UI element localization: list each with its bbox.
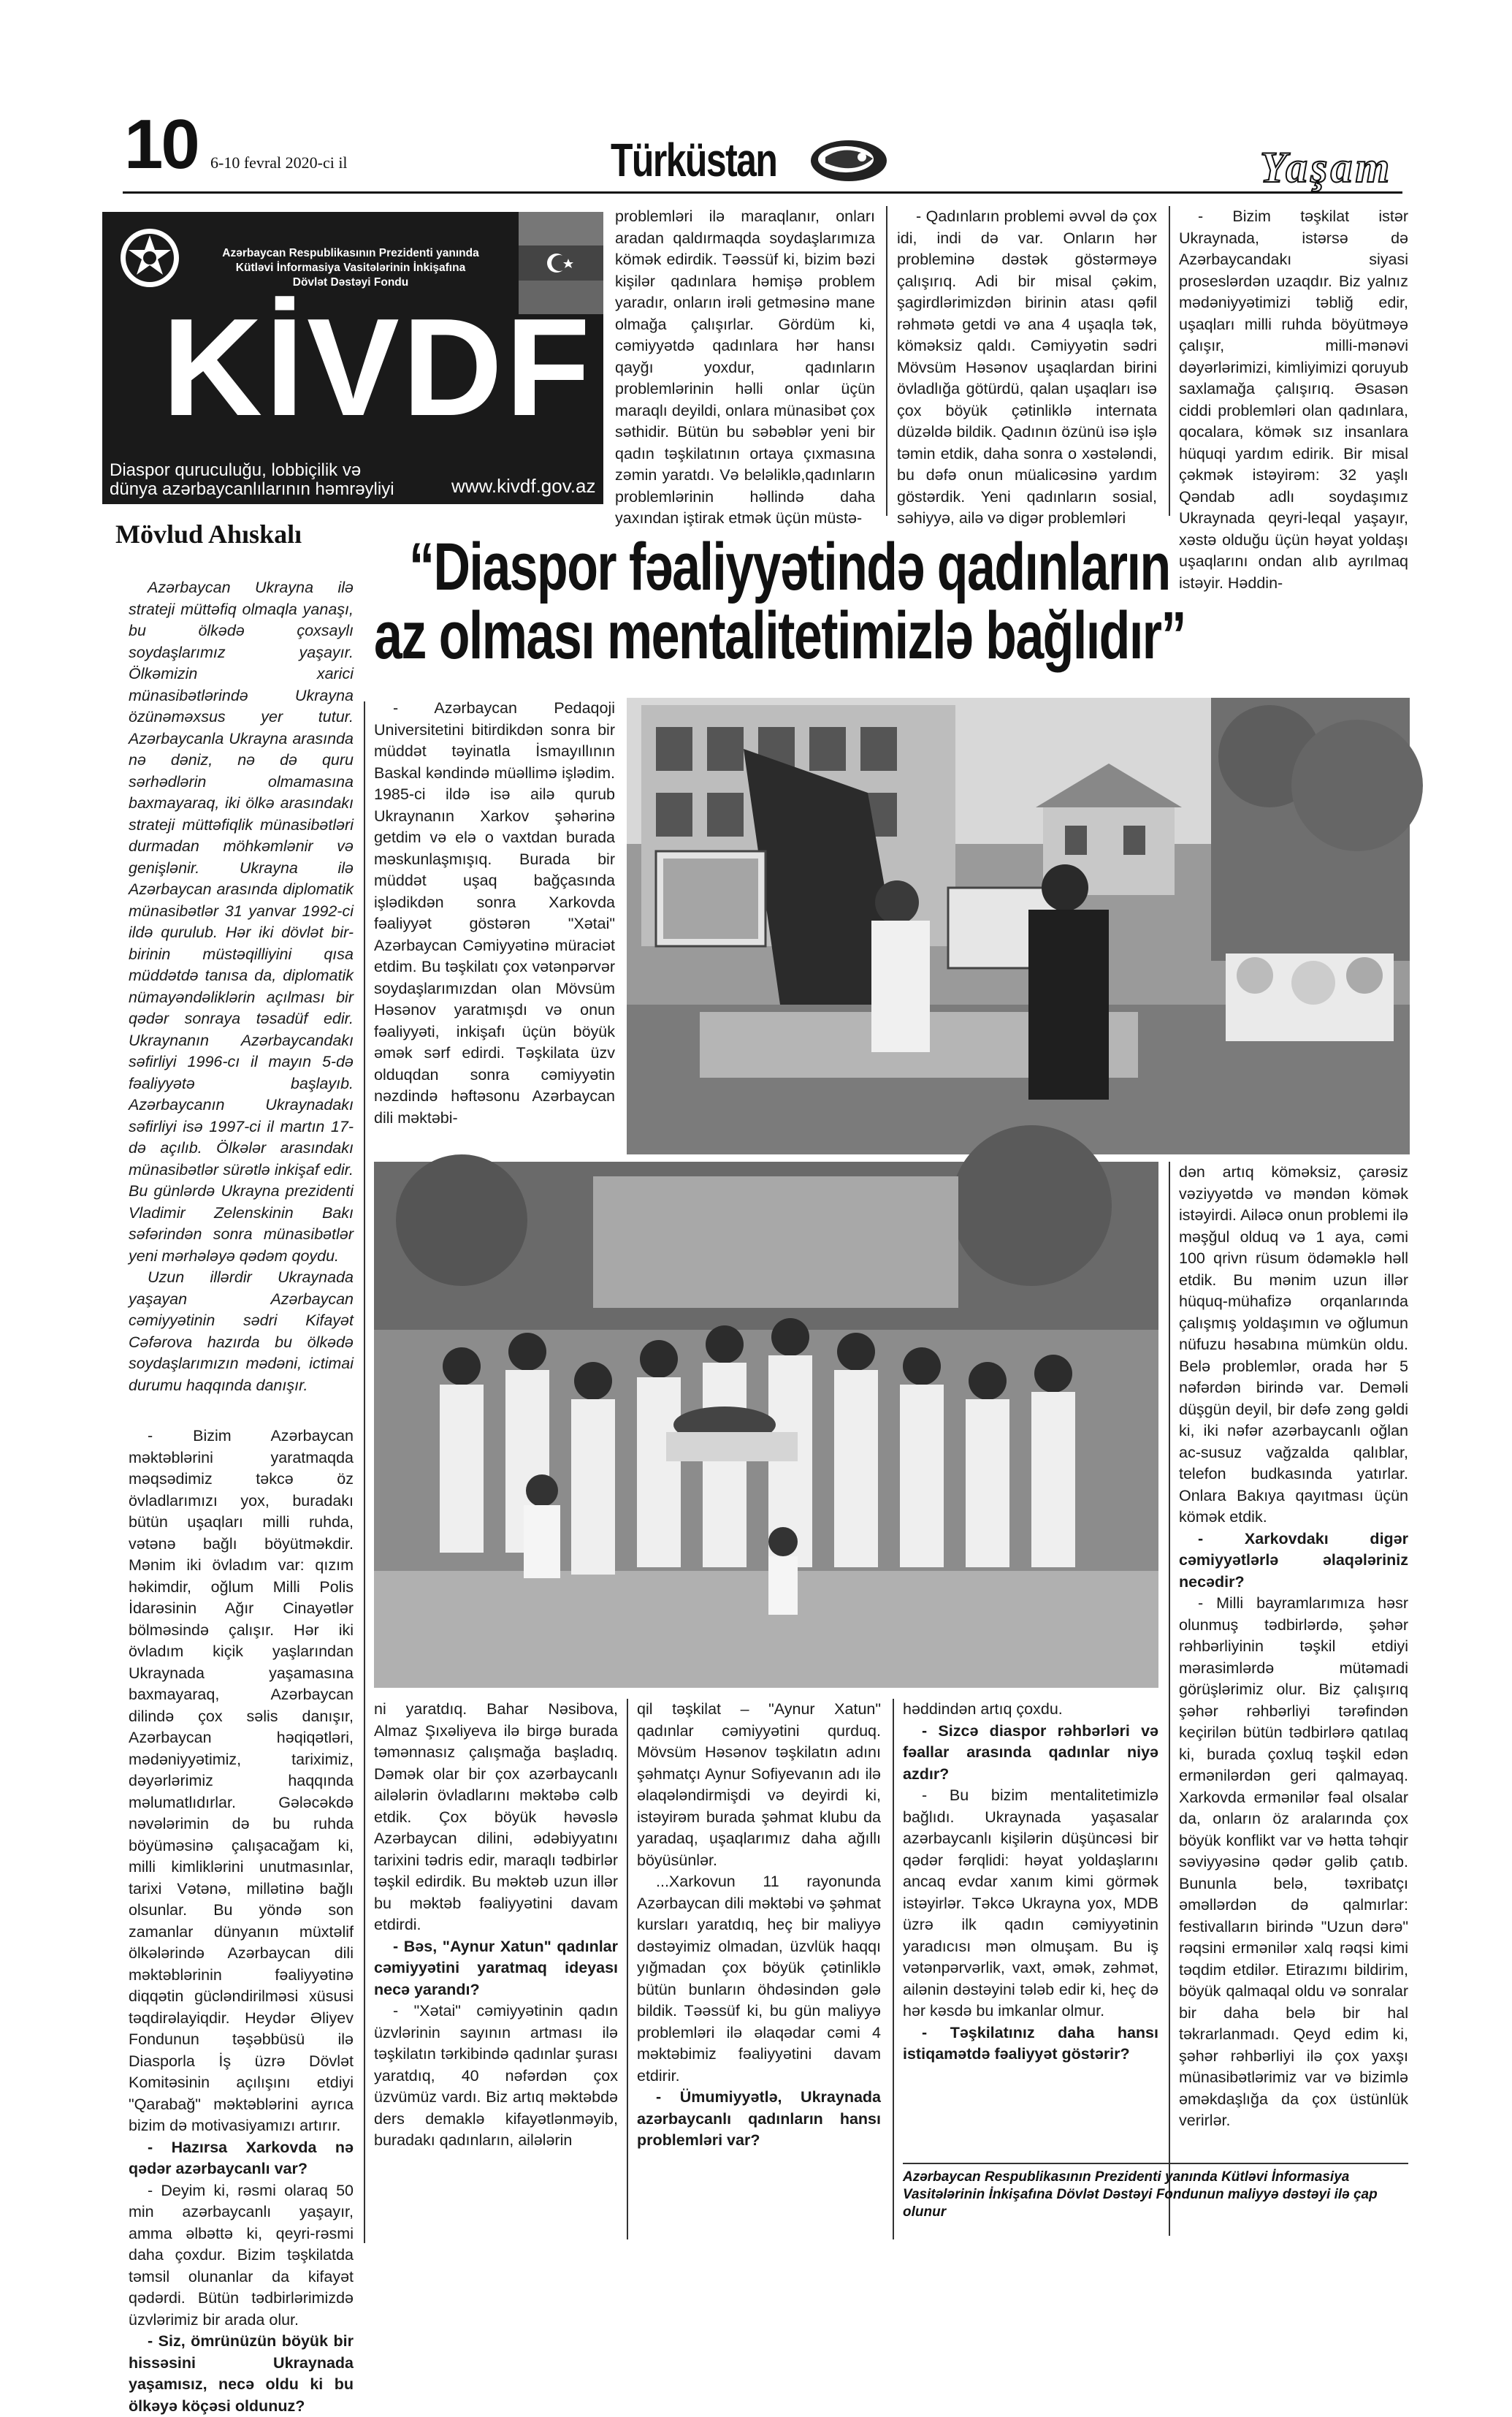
kivdf-banner [102,212,603,504]
intro-paragraph: Azərbaycan Ukrayna ilə strateji müttəfiq olmaqla yanaşı, bu ölkədə çoxsaylı soydaşlarımız yaşayır. Ölkəmizin xarici münasibətlərində Ukrayna özünəməxsus yer tutur. Azərbaycanla Ukrayna arasında nə dəniz, nə də quru sərhədlərin olmamasına baxmayaraq, iki ölkə arasındakı strateji müttəfiqlik münasibətləri durmadan möhkəmlənir və genişlənir. Ukrayna ilə Azərbaycan arasında diplomatik münasibətlər 31 yanvar 1992-ci ildə qurulub. Hər iki dövlət bir-birinin müstəqilliyini qısa müddətdə tanısa da, diplomatik nümayəndəliklərin açılması bir qədər sonraya təsadüf edir. Ukraynanın Azərbaycandakı səfirliyi 1996-cı il mayın 5-də fəaliyyətə başlayıb. Azərbaycanın Ukraynadakı səfirliyi isə 1997-ci il martın 17-də açılıb. Ölkələr arasındakı münasibətlər sürətlə inkişaf edir. Bu günlərdə Ukrayna prezidenti Vladimir Zelenskinin Bakı səfərindən sonra münasibətlər yeni mərhələyə qədəm qoydu. [129,579,354,1265]
question: - Siz, ömrünüzün böyük bir hissəsini Ukraynada yaşamısız, necə oldu ki bu ölkəyə köçəsi oldunuz? [129,2332,354,2415]
right-column-top [1179,206,1408,592]
issue-date: 6-10 fevral 2020-ci il [210,153,348,172]
middle-column [374,698,615,1127]
org-line-3: Dövlət Dəstəyi Fondu [292,276,409,289]
answer-paragraph: - Bizim Azərbaycan məktəblərini yaratmaqda məqsədimiz təkcə öz övladlarımızı yox, buradakı bütün uşaqları milli ruhda, vətənə bağlı böyütməkdir. Mənim iki övladım var: qızım həkimdir, oğlum Milli Polis İdarəsinin Ağır Cinayətlər bölməsində çalışır. Hər iki övladım kiçik yaşlarından Ukraynada yaşamasına baxmayaraq, Azərbaycan dilində çox səlis danışır, Azərbaycan həqiqətləri, mədəniyyətimiz, tariximiz, dəyərlərimiz haqqında məlumatlıdırlar. Gələcəkdə nəvələrimin də bu ruhda böyüməsinə çalışacağam ki, milli kimliklərini unutmasınlar, tarixi Vətənə, millətinə bağlı olsunlar. Bu yöndə son zamanlar dünyanın müxtəlif ölkələrində Azərbaycan dili məktəblərinin fəaliyyətinə diqqətin gücləndirilməsi xüsusi təqdirəlayiqdir. Heydər Əliyev Fondunun təşəbbüsü ilə Diasporla İş üzrə Dövlət Komitəsinin açılışını etdiyi "Qarabağ" məktəblərini ayrıca bizim də motivasiyamızı artırır. [129,1427,354,2134]
kivdf-slogan-2: dünya azərbaycanlılarının həmrəyliyi [110,479,394,499]
intro-paragraph-2: Uzun illərdir Ukraynada yaşayan Azərbaycan cəmiyyətinin sədri Kifayət Cəfərova hazırda bu ölkədə soydaşlarımızın mədəni, ictimai durumu haqqında danışır. [129,1268,354,1394]
org-line-1: Azərbaycan Respublikasının Prezidenti yanında [222,247,479,259]
headline-line-2: az olması mentalitetimizlə bağlıdır” [374,598,1185,673]
answer-paragraph: - Deyim ki, rəsmi olaraq 50 min azərbaycanlı yaşayır, amma əlbəttə ki, qeyri-rəsmi daha çoxdur. Bizim təşkilatda təmsil olunanlar da kifayət qədərdi. Bütün tədbirlərimizdə üzvlərimiz bir arada olur. [129,2181,354,2329]
question: - Ümumiyyətlə, Ukraynada azərbaycanlı qadınların hansı problemləri var? [637,2088,881,2149]
right-column-top-text: - Bizim təşkilat istər Ukraynada, istərsə də Azərbaycandakı siyasi proseslərdən uzaqdır. Biz yalnız mədəniyyətimizi təbliğ edir, uşaqları milli ruhda böyütməyə çalışır, milli-mənəvi dəyərlərimizi, kimliyimizi qoruyub saxlamağa çalışırıq. Əsasən ciddi problemləri olan qadınlara, qocalara, kömək sız insanlara hüquqi yardım edirik. Bir misal çəkmək istəyirəm: 32 yaşlı Qəndab adlı soydaşımız Ukraynada qeyri-leqal yaşayır, xəstə olduğu üçün həyat yoldaşı uşaqlarını ondan alıb ayrılmaq istəyir. Həddin- [1179,208,1408,592]
column-divider [364,701,365,2243]
column-divider [893,1699,894,2239]
bottom-column-1 [374,1699,618,2261]
answer-paragraph: - Milli bayramlarımıza həsr olunmuş tədbirlərdə, şəhər rəhbərliyinin təşkil etdiyi mərasimlərdə mütəmadi görüşlərimiz olur. Biz çalışırıq şəhər rəhbərliyi tərəfindən keçirilən bütün tədbirlərə qatılaq ki, burada çoxluq təşkil edən ermənilərdən geri qalmayaq. Xarkovda ermənilər fəal olsalar da, onların öz aralarında çox böyük konflikt var və hətta təhqir səviyyəsinə qədər gəlib çatıb. Bununla belə, təxribatçı əməllərdən də qalmırlar: festivalların birində "Uzun dərə" rəqsini ermənilər xalq rəqsi kimi təqdim etdilər. Etirazımı bildirim, böyük qalmaqal oldu və sonralar bir daha belə bir hal təkrarlanmadı. Qeyd edim ki, şəhər rəhbərliyi ilə çox yaxşı münasibətlərimiz var və bizimlə əməkdaşlığa da çox üstünlük verirlər. [1179,1594,1408,2129]
question: - Sizcə diaspor rəhbərləri və fəallar arasında qadınlar niyə azdır? [903,1721,1158,1783]
question: - Təşkilatınız daha hansı istiqamətdə fəaliyyət göstərir? [903,2023,1158,2063]
bottom-column-2 [637,1699,881,2261]
photo-exhibition [627,698,1410,1154]
right-column [1179,1162,1408,2134]
answer-paragraph: həddindən artıq çoxdu. [903,1700,1063,1718]
org-line-2: Kütləvi İnformasiya Vasitələrinin İnkişafına [235,262,466,274]
question: - Hazırsa Xarkovda nə qədər azərbaycanlı var? [129,2138,354,2177]
answer-paragraph: ni yaratdıq. Bahar Nəsibova, Almaz Şıxəliyeva ilə birgə burada təmənnasız çalışmağa başladıq. Dəmək olar bir çox azərbaycanlı ailələrin övladlarını məktəbə cəlb etdik. Çox böyük həvəslə Azərbaycan dilini, ədəbiyyatını tarixini tədris edir, maraqlı tədbirlər təşkil edirdik. Bu məktəb uzun illər bu məktəb fəaliyyətini davam etdirdi. [374,1700,618,1933]
top-column-2 [615,206,875,527]
top-column-3 [897,206,1157,527]
column-divider [1169,1162,1170,2236]
footer-note: Azərbaycan Respublikasının Prezidenti yanında Kütləvi İnformasiya Vasitələrinin İnkişafına Dövlət Dəstəyi Fondunun maliyyə dəstəyi ilə çap olunur [903,2169,1378,2220]
column-divider [627,1699,628,2239]
author-name: Mövlud Ahıskalı [115,519,302,549]
top-column-2-text: problemləri ilə maraqlanır, onları aradan qaldırmaqda soydaşlarımıza kömək edirdik. Təəssüf ki, bizim bəzi kişilər qadınlara həmişə problem yaradır, onların irəli getməsinə mane olmağa çalışırlar. Gördüm ki, cəmiyyətdə qadınlara hər hansı qayğı yoxdur, qadınların problemlərinin həlli onlar üçün maraqlı deyildi, onlara münasibət çox səthidir. Bütün bu səbəblər yeni bir qadın təşkilatının ortaya çıxmasına zəmin yaratdı. Və beləliklə,qadınların problemlərinin həllində daha yaxından iştirak etmək üçün müstə- [615,208,875,527]
answer-paragraph: - Azərbaycan Pedaqoji Universitetini bitirdikdən sonra bir müddət təyinatla İsmayıllının Baskal kəndində müəllimə işlədim. 1985-ci ildə isə ailə qurub Ukraynanın Xarkov şəhərinə getdim və elə o vaxtdan burada məskunlaşmışıq. Burada bir müddət uşaq bağçasında işlədikdən sonra Xarkovda fəaliyyət göstərən "Xətai" Azərbaycan Cəmiyyətinə müraciət etdim. Bu təşkilatı çox vətənpərvər soydaşlarımızdan olan Mövsüm Həsənov yaratmışdı və onun fəaliyyəti, inkişafı üçün böyük əmək sərf edirdi. Təşkilata üzv olduqdan sonra cəmiyyətin nəzdində həftəsonu Azərbaycan dili məktəbi- [374,699,615,1127]
answer-paragraph: - "Xətai" cəmiyyətinin qadın üzvlərinin sayının artması ilə təşkilatın tərkibində qadınlar şurası yaratdıq, 40 nəfərdən çox üzvümüz vardı. Biz artıq məktəbdə ders demaklə kifayətlənməyib, buradakı qadınların, ailələrin [374,2002,618,2149]
footer-rule [903,2163,1408,2164]
section-title: Yaşam [1260,143,1393,191]
answer-paragraph: dən artıq köməksiz, çarəsiz vəziyyətdə və məndən kömək istəyirdi. Ailəcə onun problemi ilə məşğul olduq və 1 aya, cəmi 100 qrivn rüsum ödəməklə həll etdik. Bu mənim uzun illər hüquq-mühafizə orqanlarında çalışmış yoldaşımın və oğlumun nüfuzu həsabına mümkün oldu. Belə problemlər, orada hər 5 nəfərdən birində var. Deməli düşgün deyil, bir dəfə zəng gəldi ki, iki nəfər azərbaycanlı oğlan ac-susuz vağzalda qalıblar, telefon budkasında yatırlar. Onlara Bakıya qayıtması üçün kömək etdik. [1179,1163,1408,1526]
newspaper-title: Türküstan [611,134,777,186]
answer-paragraph: - Bu bizim mentalitetimizlə bağlıdı. Ukraynada yaşasalar azərbaycanlı kişilərin düşüncəsi bir qədər fərqlidi: həyat yoldaşlarını ancaq evdar xanım kimi görmək istəyirlər. Təkcə Ukrayna yox, MDB üzrə ilk qadın cəmiyyətinin yaradıcısı mən olmuşam. Bu iş vətənpərvərlik, vaxt, əmək, zəhmət, ailənin dəstəyini tələb edir ki, heç də hər kəsdə bu imkanlar olmur. [903,1786,1158,2020]
answer-paragraph: ...Xarkovun 11 rayonunda Azərbaycan dili məktəbi və şəhmat kursları yaratdıq, heç bir maliyyə dəstəyimiz olmadan, üzvlük haqqı yığmadan çox böyük çətinliklə bütün bunların öhdəsindən gələ bildik. Təəssüf ki, bu gün maliyyə problemləri ilə əlaqədar cəmi 4 məktəbimiz fəaliyyətini davam etdirir. [637,1873,881,2085]
top-column-3-text: - Qadınların problemi əvvəl də çox idi, indi də var. Onların hər probleminə dəstək göstərməyə çalışırıq. Adi bir misal çəkim, şagirdlərimizdən birinin atası qəfil rəhmətə getdi və ana 4 uşaqla tək, köməksiz qaldı. Cəmiyyətin sədri Mövsüm Həsənov uşaqlardan birini övladlığa götürdü, qalan uşaqları isə çox böyük çətinliklə internata düzəldə bildik. Qadının özünü isə işlə təmin etdik, daha sonra o xəstələndi, bu dəfə onun müalicəsinə yardım göstərdik. Yeni qadınların sosial, səhiyyə, ailə və digər problemləri [897,208,1157,527]
header-rule [123,191,1402,194]
newspaper-logo-icon [803,135,891,186]
column-divider [1169,206,1170,516]
left-column [129,577,354,2415]
column-divider [886,206,887,516]
question: - Bəs, "Aynur Xatun" qadınlar cəmiyyətini yaratmaq ideyası necə yarandı? [374,1937,618,1998]
answer-paragraph: qil təşkilat – "Aynur Xatun" qadınlar cəmiyyətini qurduq. Mövsüm Həsənov təşkilatın adını şəhmatçı Aynur Sofiyevanın adı ilə əlaqələndirmişdi və deyirdi ki, istəyirəm burada şəhmat klubu da yaradaq, uşaqlarımız daha ağıllı böyüsünlər. [637,1700,881,1869]
headline-line-1: “Diaspor fəaliyyətində qadınların [409,530,1170,604]
question: - Xarkovdakı digər cəmiyyətlərlə əlaqələriniz necədir? [1179,1529,1408,1591]
kivdf-acronym: KİVDF [162,290,593,445]
kivdf-url: www.kivdf.gov.az [451,475,596,497]
photo-group [374,1162,1158,1688]
emblem-icon [117,225,183,291]
kivdf-slogan-1: Diaspor quruculuğu, lobbiçilik və [110,460,362,480]
page-number: 10 [124,105,198,183]
